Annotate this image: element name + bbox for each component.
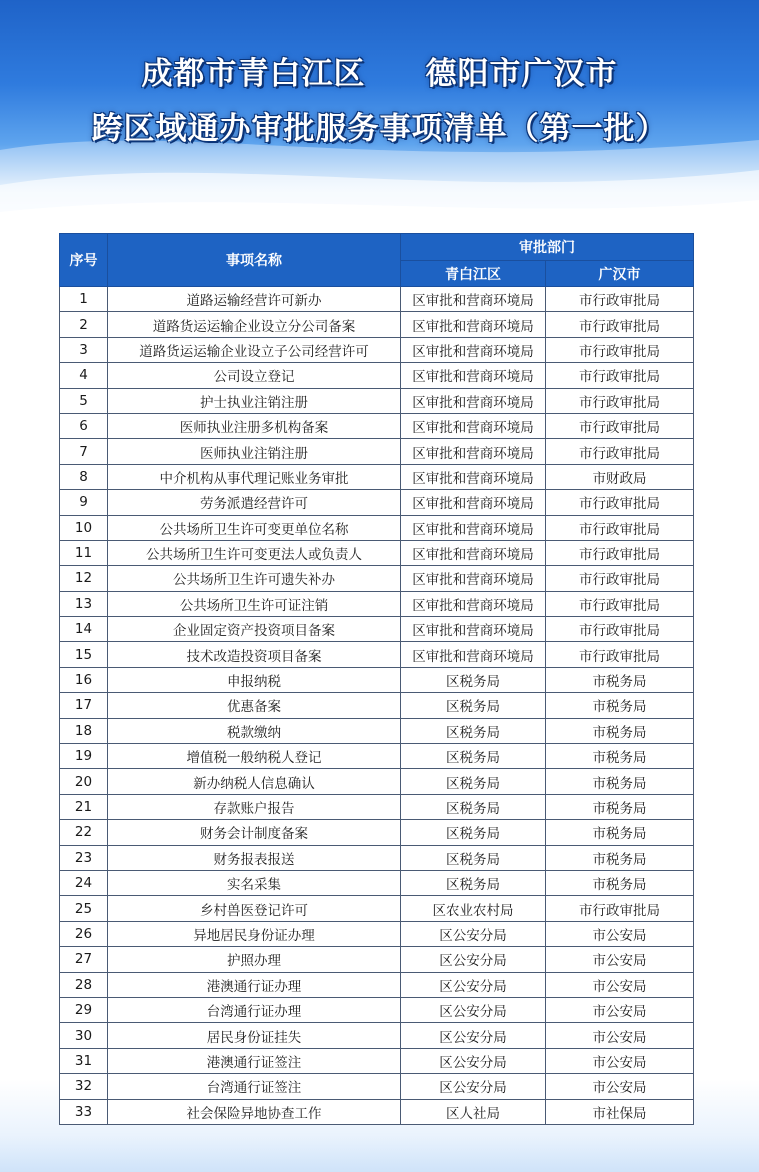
- table-row: [60, 820, 694, 845]
- table-row: [60, 540, 694, 565]
- cell-dept-gh: 市公安局: [546, 947, 694, 972]
- table-row: [60, 388, 694, 413]
- cell-dept-qbj: 区审批和营商环境局: [401, 287, 546, 312]
- cell-seq: 25: [60, 896, 108, 921]
- table-row: [60, 1048, 694, 1073]
- cell-name: 劳务派遣经营许可: [108, 490, 401, 515]
- table-row: [60, 1074, 694, 1099]
- table-row: [60, 363, 694, 388]
- cell-dept-qbj: 区审批和营商环境局: [401, 490, 546, 515]
- cell-dept-gh: 市行政审批局: [546, 490, 694, 515]
- cell-name: 乡村兽医登记许可: [108, 896, 401, 921]
- cell-dept-gh: 市税务局: [546, 845, 694, 870]
- cell-name: 社会保险异地协查工作: [108, 1099, 401, 1124]
- cell-seq: 31: [60, 1048, 108, 1073]
- table-row: [60, 997, 694, 1022]
- table-row: [60, 896, 694, 921]
- cell-name: 中介机构从事代理记账业务审批: [108, 464, 401, 489]
- cell-dept-qbj: 区公安分局: [401, 921, 546, 946]
- cell-dept-gh: 市公安局: [546, 997, 694, 1022]
- cell-name: 居民身份证挂失: [108, 1023, 401, 1048]
- cell-dept-gh: 市行政审批局: [546, 439, 694, 464]
- cell-dept-qbj: 区审批和营商环境局: [401, 591, 546, 616]
- cell-seq: 8: [60, 464, 108, 489]
- cell-dept-gh: 市税务局: [546, 820, 694, 845]
- table-row: [60, 312, 694, 337]
- cell-dept-qbj: 区公安分局: [401, 972, 546, 997]
- cell-name: 公共场所卫生许可变更单位名称: [108, 515, 401, 540]
- cell-seq: 14: [60, 617, 108, 642]
- cell-seq: 13: [60, 591, 108, 616]
- table-row: [60, 337, 694, 362]
- table-row: [60, 515, 694, 540]
- table-body: [60, 287, 694, 1125]
- cell-name: 实名采集: [108, 870, 401, 895]
- cell-dept-gh: 市行政审批局: [546, 413, 694, 438]
- cell-dept-gh: 市公安局: [546, 1048, 694, 1073]
- cell-dept-qbj: 区税务局: [401, 693, 546, 718]
- cell-seq: 27: [60, 947, 108, 972]
- cell-dept-gh: 市行政审批局: [546, 566, 694, 591]
- col-header-seq: 序号: [60, 234, 108, 287]
- col-header-dept: 审批部门: [401, 234, 694, 261]
- table-row: [60, 744, 694, 769]
- cell-seq: 30: [60, 1023, 108, 1048]
- cell-dept-qbj: 区农业农村局: [401, 896, 546, 921]
- cell-name: 公共场所卫生许可证注销: [108, 591, 401, 616]
- cell-dept-gh: 市行政审批局: [546, 388, 694, 413]
- cell-dept-qbj: 区税务局: [401, 744, 546, 769]
- cell-dept-qbj: 区公安分局: [401, 1074, 546, 1099]
- cell-name: 财务会计制度备案: [108, 820, 401, 845]
- cell-dept-gh: 市行政审批局: [546, 515, 694, 540]
- table-row: [60, 490, 694, 515]
- table-row: [60, 794, 694, 819]
- cell-seq: 23: [60, 845, 108, 870]
- cell-dept-qbj: 区审批和营商环境局: [401, 464, 546, 489]
- cell-name: 医师执业注册多机构备案: [108, 413, 401, 438]
- cell-dept-gh: 市税务局: [546, 769, 694, 794]
- cell-name: 公共场所卫生许可遗失补办: [108, 566, 401, 591]
- cell-seq: 33: [60, 1099, 108, 1124]
- table-row: [60, 591, 694, 616]
- cell-dept-qbj: 区公安分局: [401, 1023, 546, 1048]
- table-row: [60, 947, 694, 972]
- cell-seq: 19: [60, 744, 108, 769]
- cell-seq: 11: [60, 540, 108, 565]
- cell-dept-qbj: 区税务局: [401, 769, 546, 794]
- cell-dept-qbj: 区税务局: [401, 870, 546, 895]
- cell-name: 道路运输经营许可新办: [108, 287, 401, 312]
- cell-name: 公共场所卫生许可变更法人或负责人: [108, 540, 401, 565]
- cell-seq: 7: [60, 439, 108, 464]
- cell-name: 税款缴纳: [108, 718, 401, 743]
- cell-dept-gh: 市行政审批局: [546, 591, 694, 616]
- cell-seq: 10: [60, 515, 108, 540]
- table-row: [60, 1099, 694, 1124]
- col-header-qbj: 青白江区: [401, 261, 546, 287]
- cell-dept-gh: 市公安局: [546, 921, 694, 946]
- cell-seq: 12: [60, 566, 108, 591]
- cell-name: 港澳通行证办理: [108, 972, 401, 997]
- cell-dept-gh: 市公安局: [546, 1074, 694, 1099]
- cell-dept-qbj: 区审批和营商环境局: [401, 617, 546, 642]
- cell-seq: 28: [60, 972, 108, 997]
- cell-dept-gh: 市税务局: [546, 744, 694, 769]
- cell-dept-qbj: 区审批和营商环境局: [401, 540, 546, 565]
- cell-dept-qbj: 区审批和营商环境局: [401, 337, 546, 362]
- cell-name: 企业固定资产投资项目备案: [108, 617, 401, 642]
- table-row: [60, 845, 694, 870]
- cell-seq: 18: [60, 718, 108, 743]
- cell-name: 技术改造投资项目备案: [108, 642, 401, 667]
- cell-dept-qbj: 区审批和营商环境局: [401, 312, 546, 337]
- table-row: [60, 870, 694, 895]
- cell-dept-gh: 市财政局: [546, 464, 694, 489]
- cell-seq: 2: [60, 312, 108, 337]
- cell-seq: 4: [60, 363, 108, 388]
- cell-name: 增值税一般纳税人登记: [108, 744, 401, 769]
- table-row: [60, 642, 694, 667]
- cell-name: 异地居民身份证办理: [108, 921, 401, 946]
- cell-seq: 24: [60, 870, 108, 895]
- cell-dept-qbj: 区公安分局: [401, 947, 546, 972]
- poster-subtitle: 跨区域通办审批服务事项清单（第一批）: [91, 111, 668, 147]
- cell-name: 新办纳税人信息确认: [108, 769, 401, 794]
- cell-dept-qbj: 区审批和营商环境局: [401, 566, 546, 591]
- table-row: [60, 439, 694, 464]
- table-row: [60, 769, 694, 794]
- poster-title: [0, 48, 759, 93]
- cell-dept-gh: 市税务局: [546, 794, 694, 819]
- cell-dept-qbj: 区税务局: [401, 794, 546, 819]
- table-row: [60, 566, 694, 591]
- table-row: [60, 667, 694, 692]
- cell-dept-gh: 市公安局: [546, 1023, 694, 1048]
- cell-dept-gh: 市税务局: [546, 718, 694, 743]
- cell-dept-qbj: 区审批和营商环境局: [401, 388, 546, 413]
- cell-dept-gh: 市行政审批局: [546, 287, 694, 312]
- table-row: [60, 693, 694, 718]
- table-row: [60, 1023, 694, 1048]
- cell-name: 护士执业注销注册: [108, 388, 401, 413]
- cell-seq: 6: [60, 413, 108, 438]
- cell-dept-gh: 市行政审批局: [546, 642, 694, 667]
- cell-seq: 1: [60, 287, 108, 312]
- table-row: [60, 413, 694, 438]
- cell-dept-gh: 市行政审批局: [546, 337, 694, 362]
- cell-dept-qbj: 区税务局: [401, 845, 546, 870]
- cell-name: 存款账户报告: [108, 794, 401, 819]
- cell-name: 台湾通行证签注: [108, 1074, 401, 1099]
- cell-seq: 21: [60, 794, 108, 819]
- cell-dept-gh: 市公安局: [546, 972, 694, 997]
- table-row: [60, 287, 694, 312]
- table-row: [60, 617, 694, 642]
- cell-dept-gh: 市行政审批局: [546, 617, 694, 642]
- cell-seq: 15: [60, 642, 108, 667]
- cell-dept-gh: 市社保局: [546, 1099, 694, 1124]
- col-header-name: 事项名称: [108, 234, 401, 287]
- cell-dept-qbj: 区公安分局: [401, 997, 546, 1022]
- table-row: [60, 464, 694, 489]
- table-row: [60, 972, 694, 997]
- title-right: 德阳市广汉市: [425, 56, 618, 92]
- cell-dept-gh: 市行政审批局: [546, 540, 694, 565]
- cell-dept-gh: 市行政审批局: [546, 312, 694, 337]
- cell-dept-qbj: 区税务局: [401, 820, 546, 845]
- cell-name: 台湾通行证办理: [108, 997, 401, 1022]
- cell-name: 道路货运运输企业设立子公司经营许可: [108, 337, 401, 362]
- table-row: [60, 718, 694, 743]
- table-row: [60, 921, 694, 946]
- cell-dept-gh: 市行政审批局: [546, 896, 694, 921]
- cell-dept-qbj: 区人社局: [401, 1099, 546, 1124]
- cell-dept-qbj: 区审批和营商环境局: [401, 363, 546, 388]
- cell-seq: 20: [60, 769, 108, 794]
- cell-name: 优惠备案: [108, 693, 401, 718]
- items-table: [59, 233, 694, 1125]
- cell-dept-qbj: 区审批和营商环境局: [401, 439, 546, 464]
- col-header-gh: 广汉市: [546, 261, 694, 287]
- cell-seq: 26: [60, 921, 108, 946]
- cell-seq: 29: [60, 997, 108, 1022]
- cell-name: 财务报表报送: [108, 845, 401, 870]
- cell-name: 港澳通行证签注: [108, 1048, 401, 1073]
- cell-dept-qbj: 区审批和营商环境局: [401, 515, 546, 540]
- cell-dept-qbj: 区税务局: [401, 667, 546, 692]
- cell-name: 公司设立登记: [108, 363, 401, 388]
- cell-dept-qbj: 区公安分局: [401, 1048, 546, 1073]
- cell-dept-gh: 市行政审批局: [546, 363, 694, 388]
- cell-name: 道路货运运输企业设立分公司备案: [108, 312, 401, 337]
- cell-seq: 32: [60, 1074, 108, 1099]
- cell-dept-qbj: 区税务局: [401, 718, 546, 743]
- cell-name: 医师执业注销注册: [108, 439, 401, 464]
- cell-dept-gh: 市税务局: [546, 693, 694, 718]
- cell-seq: 16: [60, 667, 108, 692]
- title-left: 成都市青白江区: [141, 56, 366, 92]
- cell-seq: 17: [60, 693, 108, 718]
- cell-name: 申报纳税: [108, 667, 401, 692]
- cell-dept-qbj: 区审批和营商环境局: [401, 413, 546, 438]
- cell-seq: 5: [60, 388, 108, 413]
- cell-dept-qbj: 区审批和营商环境局: [401, 642, 546, 667]
- cell-name: 护照办理: [108, 947, 401, 972]
- cell-seq: 22: [60, 820, 108, 845]
- cell-dept-gh: 市税务局: [546, 870, 694, 895]
- cell-seq: 3: [60, 337, 108, 362]
- items-table-wrapper: [59, 233, 693, 1125]
- cell-seq: 9: [60, 490, 108, 515]
- cell-dept-gh: 市税务局: [546, 667, 694, 692]
